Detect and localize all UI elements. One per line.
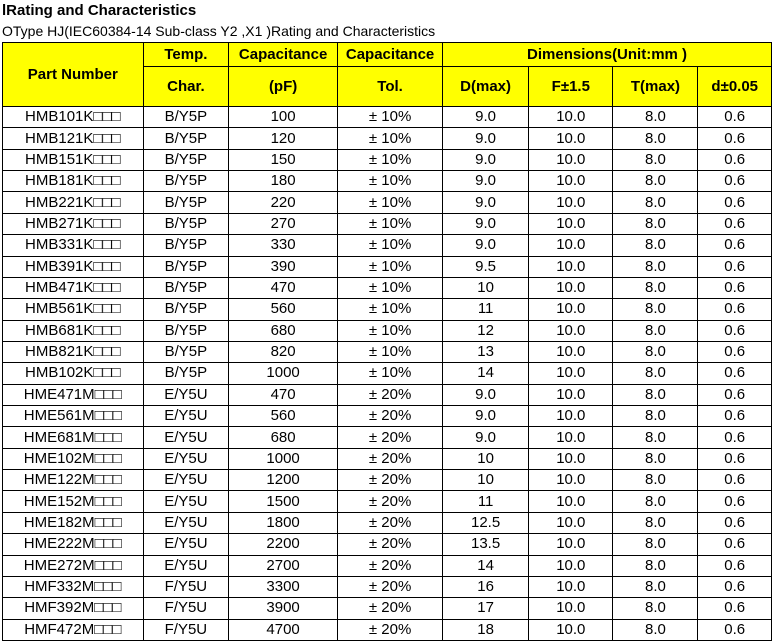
cell-d-tolerance: 0.6 <box>698 406 772 427</box>
cell-t-max: 8.0 <box>613 213 698 234</box>
cell-tolerance: ± 20% <box>338 534 443 555</box>
cell-d-max: 13.5 <box>443 534 529 555</box>
cell-part-number: HME182M□□□ <box>3 512 144 533</box>
cell-capacitance: 2200 <box>229 534 338 555</box>
cell-tolerance: ± 10% <box>338 171 443 192</box>
header-dimensions: Dimensions(Unit:mm ) <box>443 43 772 67</box>
header-d-tolerance: d±0.05 <box>698 67 772 107</box>
cell-d-tolerance: 0.6 <box>698 320 772 341</box>
cell-temp-char: B/Y5P <box>143 171 229 192</box>
cell-tolerance: ± 20% <box>338 427 443 448</box>
table-body <box>3 107 772 641</box>
cell-f: 10.0 <box>529 448 613 469</box>
cell-f: 10.0 <box>529 534 613 555</box>
cell-tolerance: ± 10% <box>338 299 443 320</box>
cell-d-tolerance: 0.6 <box>698 256 772 277</box>
cell-part-number: HMB151K□□□ <box>3 149 144 170</box>
cell-d-max: 9.0 <box>443 235 529 256</box>
table-row <box>3 256 772 277</box>
cell-d-max: 12 <box>443 320 529 341</box>
cell-d-max: 14 <box>443 363 529 384</box>
header-capacitance-unit: (pF) <box>229 67 338 107</box>
header-row-top <box>3 43 772 67</box>
cell-temp-char: B/Y5P <box>143 299 229 320</box>
cell-part-number: HMF472M□□□ <box>3 619 144 640</box>
header-temp-bottom: Char. <box>143 67 229 107</box>
table-row <box>3 576 772 597</box>
header-t-max: T(max) <box>613 67 698 107</box>
cell-d-max: 9.0 <box>443 128 529 149</box>
cell-d-tolerance: 0.6 <box>698 427 772 448</box>
cell-tolerance: ± 20% <box>338 619 443 640</box>
cell-temp-char: B/Y5P <box>143 341 229 362</box>
cell-capacitance: 470 <box>229 277 338 298</box>
cell-t-max: 8.0 <box>613 427 698 448</box>
cell-capacitance: 680 <box>229 320 338 341</box>
cell-tolerance: ± 10% <box>338 107 443 128</box>
cell-d-tolerance: 0.6 <box>698 555 772 576</box>
cell-d-max: 17 <box>443 598 529 619</box>
cell-tolerance: ± 20% <box>338 470 443 491</box>
cell-t-max: 8.0 <box>613 107 698 128</box>
cell-capacitance: 560 <box>229 406 338 427</box>
cell-f: 10.0 <box>529 427 613 448</box>
cell-d-max: 9.5 <box>443 256 529 277</box>
cell-capacitance: 3300 <box>229 576 338 597</box>
cell-d-max: 12.5 <box>443 512 529 533</box>
cell-tolerance: ± 10% <box>338 149 443 170</box>
cell-t-max: 8.0 <box>613 470 698 491</box>
cell-t-max: 8.0 <box>613 277 698 298</box>
cell-tolerance: ± 20% <box>338 555 443 576</box>
cell-part-number: HME681M□□□ <box>3 427 144 448</box>
header-temp-top: Temp. <box>143 43 229 67</box>
cell-f: 10.0 <box>529 171 613 192</box>
cell-d-max: 18 <box>443 619 529 640</box>
table-row <box>3 235 772 256</box>
cell-d-tolerance: 0.6 <box>698 384 772 405</box>
cell-capacitance: 1500 <box>229 491 338 512</box>
cell-capacitance: 1800 <box>229 512 338 533</box>
cell-d-tolerance: 0.6 <box>698 107 772 128</box>
cell-d-tolerance: 0.6 <box>698 235 772 256</box>
table-row <box>3 171 772 192</box>
cell-t-max: 8.0 <box>613 128 698 149</box>
cell-temp-char: B/Y5P <box>143 149 229 170</box>
cell-t-max: 8.0 <box>613 149 698 170</box>
cell-d-tolerance: 0.6 <box>698 277 772 298</box>
cell-capacitance: 180 <box>229 171 338 192</box>
table-row <box>3 192 772 213</box>
cell-temp-char: B/Y5P <box>143 235 229 256</box>
cell-t-max: 8.0 <box>613 406 698 427</box>
cell-f: 10.0 <box>529 491 613 512</box>
cell-temp-char: E/Y5U <box>143 427 229 448</box>
table-row <box>3 512 772 533</box>
cell-temp-char: E/Y5U <box>143 470 229 491</box>
cell-t-max: 8.0 <box>613 491 698 512</box>
cell-d-max: 11 <box>443 491 529 512</box>
cell-d-tolerance: 0.6 <box>698 534 772 555</box>
cell-tolerance: ± 20% <box>338 491 443 512</box>
cell-t-max: 8.0 <box>613 534 698 555</box>
cell-f: 10.0 <box>529 470 613 491</box>
cell-f: 10.0 <box>529 256 613 277</box>
cell-d-max: 13 <box>443 341 529 362</box>
cell-d-tolerance: 0.6 <box>698 491 772 512</box>
cell-tolerance: ± 20% <box>338 448 443 469</box>
table-row <box>3 277 772 298</box>
cell-f: 10.0 <box>529 406 613 427</box>
table-row <box>3 598 772 619</box>
cell-temp-char: F/Y5U <box>143 598 229 619</box>
cell-part-number: HMB331K□□□ <box>3 235 144 256</box>
cell-t-max: 8.0 <box>613 256 698 277</box>
cell-f: 10.0 <box>529 299 613 320</box>
cell-capacitance: 220 <box>229 192 338 213</box>
cell-f: 10.0 <box>529 128 613 149</box>
cell-f: 10.0 <box>529 555 613 576</box>
cell-temp-char: E/Y5U <box>143 448 229 469</box>
header-part-number: Part Number <box>3 43 144 107</box>
cell-temp-char: E/Y5U <box>143 512 229 533</box>
cell-d-max: 10 <box>443 277 529 298</box>
cell-d-max: 16 <box>443 576 529 597</box>
cell-d-max: 9.0 <box>443 427 529 448</box>
cell-capacitance: 1000 <box>229 448 338 469</box>
table-row <box>3 341 772 362</box>
table-row <box>3 363 772 384</box>
cell-d-max: 9.0 <box>443 213 529 234</box>
cell-temp-char: B/Y5P <box>143 128 229 149</box>
cell-part-number: HMF392M□□□ <box>3 598 144 619</box>
cell-tolerance: ± 20% <box>338 512 443 533</box>
cell-part-number: HMB561K□□□ <box>3 299 144 320</box>
cell-t-max: 8.0 <box>613 619 698 640</box>
table-row <box>3 128 772 149</box>
cell-tolerance: ± 20% <box>338 384 443 405</box>
cell-part-number: HMB221K□□□ <box>3 192 144 213</box>
cell-f: 10.0 <box>529 384 613 405</box>
cell-temp-char: B/Y5P <box>143 363 229 384</box>
cell-temp-char: B/Y5P <box>143 256 229 277</box>
cell-part-number: HMB181K□□□ <box>3 171 144 192</box>
cell-f: 10.0 <box>529 619 613 640</box>
cell-d-tolerance: 0.6 <box>698 149 772 170</box>
cell-t-max: 8.0 <box>613 363 698 384</box>
cell-capacitance: 330 <box>229 235 338 256</box>
cell-t-max: 8.0 <box>613 171 698 192</box>
cell-d-tolerance: 0.6 <box>698 171 772 192</box>
cell-t-max: 8.0 <box>613 512 698 533</box>
cell-t-max: 8.0 <box>613 192 698 213</box>
cell-part-number: HMB102K□□□ <box>3 363 144 384</box>
table-row <box>3 448 772 469</box>
cell-t-max: 8.0 <box>613 384 698 405</box>
cell-d-tolerance: 0.6 <box>698 213 772 234</box>
cell-d-tolerance: 0.6 <box>698 448 772 469</box>
cell-part-number: HMB121K□□□ <box>3 128 144 149</box>
cell-temp-char: F/Y5U <box>143 619 229 640</box>
cell-tolerance: ± 20% <box>338 598 443 619</box>
cell-temp-char: E/Y5U <box>143 384 229 405</box>
cell-tolerance: ± 10% <box>338 363 443 384</box>
cell-part-number: HMB471K□□□ <box>3 277 144 298</box>
cell-part-number: HMF332M□□□ <box>3 576 144 597</box>
cell-part-number: HMB271K□□□ <box>3 213 144 234</box>
cell-temp-char: E/Y5U <box>143 491 229 512</box>
cell-tolerance: ± 10% <box>338 277 443 298</box>
table-row <box>3 320 772 341</box>
cell-tolerance: ± 10% <box>338 320 443 341</box>
cell-temp-char: E/Y5U <box>143 534 229 555</box>
cell-d-max: 9.0 <box>443 406 529 427</box>
cell-tolerance: ± 10% <box>338 128 443 149</box>
cell-temp-char: B/Y5P <box>143 192 229 213</box>
cell-temp-char: F/Y5U <box>143 576 229 597</box>
cell-tolerance: ± 10% <box>338 341 443 362</box>
cell-tolerance: ± 10% <box>338 192 443 213</box>
cell-f: 10.0 <box>529 320 613 341</box>
cell-tolerance: ± 20% <box>338 406 443 427</box>
cell-temp-char: E/Y5U <box>143 406 229 427</box>
cell-f: 10.0 <box>529 107 613 128</box>
cell-t-max: 8.0 <box>613 598 698 619</box>
cell-temp-char: B/Y5P <box>143 213 229 234</box>
cell-d-max: 9.0 <box>443 149 529 170</box>
table-row <box>3 299 772 320</box>
cell-t-max: 8.0 <box>613 235 698 256</box>
cell-d-tolerance: 0.6 <box>698 192 772 213</box>
cell-d-tolerance: 0.6 <box>698 363 772 384</box>
cell-f: 10.0 <box>529 149 613 170</box>
cell-t-max: 8.0 <box>613 448 698 469</box>
cell-d-max: 10 <box>443 448 529 469</box>
header-capacitance-top: Capacitance <box>229 43 338 67</box>
table-row <box>3 213 772 234</box>
cell-t-max: 8.0 <box>613 341 698 362</box>
cell-capacitance: 470 <box>229 384 338 405</box>
cell-part-number: HME152M□□□ <box>3 491 144 512</box>
table-row <box>3 149 772 170</box>
cell-part-number: HMB391K□□□ <box>3 256 144 277</box>
cell-capacitance: 150 <box>229 149 338 170</box>
cell-d-max: 9.0 <box>443 192 529 213</box>
cell-part-number: HME471M□□□ <box>3 384 144 405</box>
cell-tolerance: ± 10% <box>338 235 443 256</box>
cell-f: 10.0 <box>529 576 613 597</box>
cell-f: 10.0 <box>529 341 613 362</box>
table-row <box>3 107 772 128</box>
cell-f: 10.0 <box>529 192 613 213</box>
cell-d-tolerance: 0.6 <box>698 470 772 491</box>
table-row <box>3 491 772 512</box>
cell-part-number: HMB101K□□□ <box>3 107 144 128</box>
table-row <box>3 619 772 640</box>
header-f: F±1.5 <box>529 67 613 107</box>
cell-d-max: 14 <box>443 555 529 576</box>
cell-capacitance: 390 <box>229 256 338 277</box>
cell-d-tolerance: 0.6 <box>698 299 772 320</box>
header-d-max: D(max) <box>443 67 529 107</box>
cell-part-number: HME102M□□□ <box>3 448 144 469</box>
cell-d-tolerance: 0.6 <box>698 598 772 619</box>
cell-part-number: HME272M□□□ <box>3 555 144 576</box>
cell-d-tolerance: 0.6 <box>698 512 772 533</box>
cell-f: 10.0 <box>529 512 613 533</box>
cell-tolerance: ± 10% <box>338 256 443 277</box>
cell-d-max: 10 <box>443 470 529 491</box>
cell-f: 10.0 <box>529 277 613 298</box>
table-row <box>3 470 772 491</box>
cell-capacitance: 100 <box>229 107 338 128</box>
cell-capacitance: 1200 <box>229 470 338 491</box>
document-subtitle: OType HJ(IEC60384-14 Sub-class Y2 ,X1 )Rating and Characteristics <box>2 23 436 39</box>
cell-d-tolerance: 0.6 <box>698 576 772 597</box>
header-tolerance-top: Capacitance <box>338 43 443 67</box>
cell-capacitance: 4700 <box>229 619 338 640</box>
cell-d-max: 9.0 <box>443 384 529 405</box>
cell-d-tolerance: 0.6 <box>698 619 772 640</box>
cell-tolerance: ± 20% <box>338 576 443 597</box>
cell-temp-char: B/Y5P <box>143 277 229 298</box>
cell-f: 10.0 <box>529 213 613 234</box>
cell-temp-char: B/Y5P <box>143 107 229 128</box>
cell-f: 10.0 <box>529 363 613 384</box>
cell-part-number: HME122M□□□ <box>3 470 144 491</box>
cell-t-max: 8.0 <box>613 555 698 576</box>
cell-capacitance: 3900 <box>229 598 338 619</box>
table-row <box>3 555 772 576</box>
table-row <box>3 427 772 448</box>
cell-f: 10.0 <box>529 235 613 256</box>
table-row <box>3 384 772 405</box>
cell-part-number: HMB681K□□□ <box>3 320 144 341</box>
cell-capacitance: 270 <box>229 213 338 234</box>
cell-d-max: 9.0 <box>443 171 529 192</box>
cell-capacitance: 820 <box>229 341 338 362</box>
table-row <box>3 534 772 555</box>
cell-temp-char: B/Y5P <box>143 320 229 341</box>
cell-part-number: HMB821K□□□ <box>3 341 144 362</box>
table-row <box>3 406 772 427</box>
cell-d-tolerance: 0.6 <box>698 128 772 149</box>
cell-t-max: 8.0 <box>613 576 698 597</box>
cell-capacitance: 680 <box>229 427 338 448</box>
cell-t-max: 8.0 <box>613 320 698 341</box>
cell-part-number: HME561M□□□ <box>3 406 144 427</box>
cell-t-max: 8.0 <box>613 299 698 320</box>
cell-capacitance: 2700 <box>229 555 338 576</box>
cell-f: 10.0 <box>529 598 613 619</box>
cell-d-max: 11 <box>443 299 529 320</box>
rating-table <box>2 42 772 641</box>
cell-capacitance: 120 <box>229 128 338 149</box>
cell-capacitance: 1000 <box>229 363 338 384</box>
document-title: lRating and Characteristics <box>2 2 197 19</box>
cell-d-max: 9.0 <box>443 107 529 128</box>
cell-tolerance: ± 10% <box>338 213 443 234</box>
cell-d-tolerance: 0.6 <box>698 341 772 362</box>
cell-part-number: HME222M□□□ <box>3 534 144 555</box>
cell-capacitance: 560 <box>229 299 338 320</box>
header-tolerance-bottom: Tol. <box>338 67 443 107</box>
cell-temp-char: E/Y5U <box>143 555 229 576</box>
